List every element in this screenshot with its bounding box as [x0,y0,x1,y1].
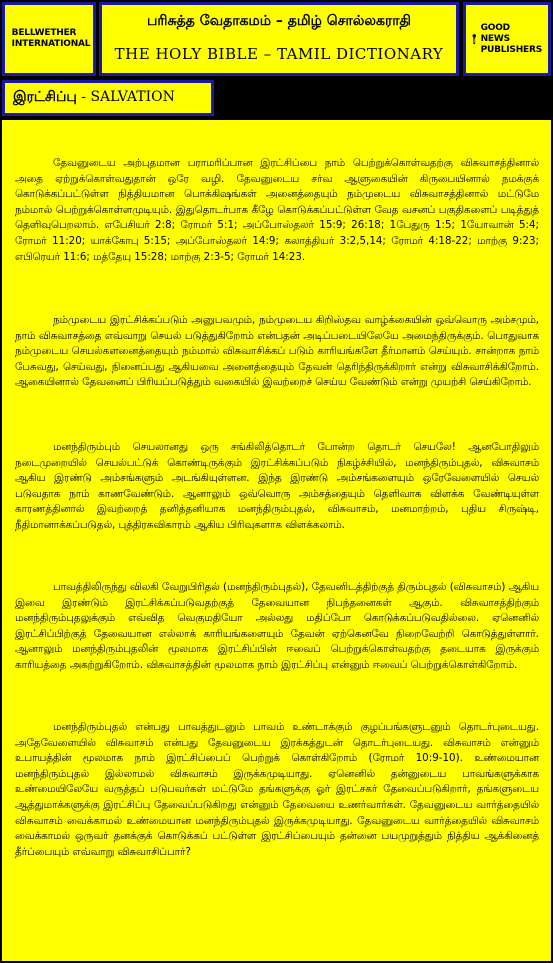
section-heading [13,89,175,107]
bellwether-logo-line2: INTERNATIONAL [11,39,91,49]
article-body [2,120,551,961]
dictionary-title-panel [99,2,459,76]
paragraph: பாவத்திலிருந்து விலகி வேறுபிரிதல் (மனந்திரும்புதல்), தேவனிடத்திற்குத் திரும்புதல் (விசுவாசம்) ஆகிய இவை இரண்டும் இரட்சிக்கப்படுவதற்குத் தேவையான நிபந்தனைகள் ஆகும். விசுவாசத்திற்கும் மனந்திரும்புதலுக்கும் எவ்வித வெகுமதியோ அல்லது மதிப்போ கொடுக்கப்படுவதில்லை. ஏனெனில் இரட்சிப்பிற்குத் தேவையான எல்லாக் காரியங்களையும் தேவன் ஏற்கெனவே நிறைவேற்றி கொடுத்துள்ளார். ஆனாலும் மனந்திரும்புதலின் மூலமாக இரட்சிப்பின் ஈவைப் பெற்றுக்கொள்வதற்கு தடையாக இருக்கும் காரியத்தை அகற்றுகிறோம். விசுவாசத்தின் மூலமாக நாம் இரட்சிப்பு என்னும் ஈவைப் பெற்றுக்கொள்கிறோம். [15,581,539,671]
bellwether-logo-panel [2,2,96,76]
paragraph: நம்முடைய இரட்சிக்கப்படும் அனுபவமும், நம்முடைய கிறிஸ்தவ வாழ்க்கையின் ஒவ்வொரு அம்சமும், நாம் விசுவாசத்தை எவ்வாறு செயல் படுத்துகிறோம் என்பதன் அடிப்படையிலேயே அமைந்திருக்கும். பொதுவாக நம்முடைய செயல்களனைத்தையும் நம்மால் விசுவாசிக்கப் படும் காரியங்களே தீர்மானம் செய்யும். சான்றாக நாம் பேசுவது, செய்வது, நினைப்பது ஆகியவை அனைத்தையும் தேவன் தெரிந்திருக்கிறார் என்று விசுவாசிக்கிறோம். ஆகையினால் தேவனைப் பிரியப்படுத்தும் வகையில் இவற்றைச் செய்ய வேண்டும் என்று முயற்சி செய்கிறோம். [15,314,539,389]
globe-tower-icon [472,19,477,59]
bellwether-logo [11,11,91,67]
paragraph: மனந்திரும்புதல் என்பது பாவத்துடனும் பாவம் உண்டாக்கும் குழப்பங்களுடனும் தொடர்புடையது. அதேவேளையில் விசுவாசம் என்பது தேவனுடைய இரக்கத்துடன் தொடர்புடையது. விசுவாசம் என்னும் உபாயத்தின் மூலமாக நாம் இரட்சிப்பைப் பெற்றுக் கொள்கிறோம் (ரோமர் 10:9-10). உண்மையான மனந்திரும்புதல் இல்லாமல் விசுவாசம் இருக்கமுடியாது. ஏனெனில் தன்னுடைய பாவங்களுக்காக உண்மையிலேயே வருத்தப் படுபவர்கள் மட்டுமே தங்களுக்கு ஓர் இரட்சகர் தேவைப்படுகிறார், தங்களுடைய ஆத்துமாக்களுக்கு இரட்சிப்பு தேவைப்படுகிறது என்னும் தேவையை உணர்வார்கள். தேவனுடைய வார்த்தையில் விசுவாசம் வைக்காமல் உண்மையான மனந்திரும்புதல் இருக்கமுடியாது. தேவனுடைய வார்த்தையில் விசுவாசம் வைக்காமல் ஒருவர் தனக்குக் கொடுக்கப் பட்டுள்ள இரட்சிப்பையும் தன்னை பயமுறுத்தும் நித்திய ஆக்கினைத் தீர்ப்பையும் எவ்வாறு விசுவாசிப்பார்? [15,721,539,858]
good-news-logo-line2: PUBLISHERS [480,44,542,55]
good-news-logo [472,11,542,67]
good-news-logo-line1: GOOD NEWS [480,22,510,44]
paragraph: தேவனுடைய அற்புதமான பராமரிப்பான இரட்சிப்பை நாம் பெற்றுக்கொள்வதற்கு விசுவாசத்தினால் அதை ஏற்றுக்கொள்வதுதான் ஒரே வழி. தேவனுடைய சர்வ ஆளுகையின் கிருபையினால் நமக்குக் கொடுக்கப்பட்டுள்ள நித்தியமான பொக்கிஷங்கள் அனைத்தையும் நம்முடைய விசுவாசத்தினால் மட்டுமே நம்மால் பெற்றுக்கொள்ளமுடியும். இதுதொடர்பாக கீழே கொடுக்கப்பட்டுள்ள வேத வசனப் பகுதிகளைப் படித்துத் தெளிவுபெறலாம். எபேசியர் 2:8; ரோமர் 5:1; அப்போஸ்தலர் 15:9; 26:18; 1பேதுரு 1:5; 1யோவான் 5:4; ரோமர் 11:20; யாக்கோபு 5:15; அப்போஸ்தலர் 14:9; கலாத்தியர் 3:2,5,14; ரோமர் 4:18-22; மாற்கு 9:23; எபிரெயர் 11:6; மத்தேயு 15:28; மாற்கு 2:3-5; ரோமர் 14:23. [15,157,539,263]
good-news-logo-panel [463,2,551,76]
section-title-english: SALVATION [90,89,175,105]
bellwether-logo-line1: BELLWETHER [11,28,77,38]
section-heading-tab [2,80,214,116]
section-title-separator: - [81,89,86,105]
title-english: THE HOLY BIBLE – TAMIL DICTIONARY [114,45,444,63]
title-tamil: பரிசுத்த வேதாகமம் – தமிழ் சொல்லகராதி [147,13,411,29]
section-title-tamil: இரட்சிப்பு [13,89,77,105]
paragraph: மனந்திரும்பும் செயலானது ஒரு சங்கிலித்தொடர் போன்ற தொடர் செயலே! ஆனபோதிலும் நடைமுறையில் செயல்பட்டுக் கொண்டிருக்கும் இரட்சிக்கப்படும் நிகழ்ச்சியில், மனந்திரும்புதல், விசுவாசம் ஆகிய இரண்டு அம்சங்களும் அடங்கியுள்ளன. இந்த இரண்டு அம்சங்களையும் ஒரேவேளையில் செயல் படுவதாக நாம் காணவேண்டும். ஆனாலும் ஒவ்வொரு அம்சத்தையும் தெளிவாக விளக்க வேண்டியுள்ள காரணத்தினால் இவற்றைத் தனித்தனியாக மனந்திரும்புதல், விசுவாசம், மனமாற்றம், புதிய சிருஷ்டி, நீதிமானாக்கப்படுதல், புத்திரசுவிகாரம் ஆகிய பிரிவுகளாக விளக்கலாம். [15,441,539,531]
